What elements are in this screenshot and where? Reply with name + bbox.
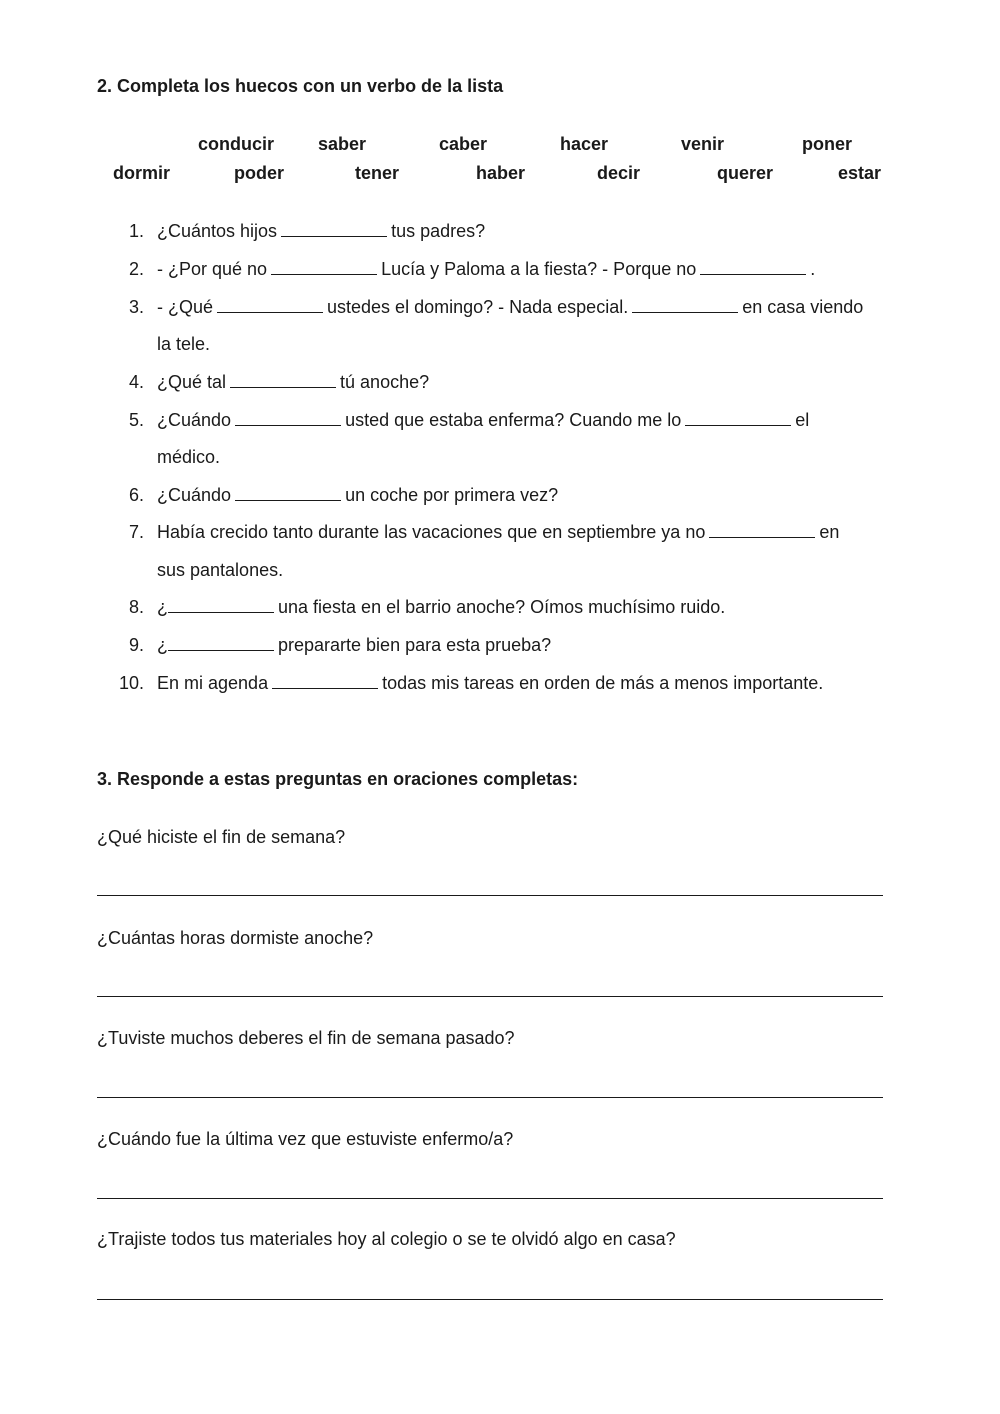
word-bank-item: dormir — [113, 163, 171, 183]
question-text: ¿Cuándo fue la última vez que estuviste enfermo/a? — [97, 1129, 514, 1149]
item-text: ustedes el domingo? - Nada especial. — [327, 297, 629, 317]
blank-field[interactable] — [168, 611, 274, 613]
word-bank-item: tener — [355, 163, 400, 183]
blank-field[interactable] — [168, 649, 274, 651]
item-number: 8. — [128, 597, 144, 617]
item-text: tú anoche? — [340, 372, 430, 392]
word-bank-item: poder — [234, 163, 285, 183]
word-bank-item: poner — [802, 134, 853, 154]
word-bank-item: haber — [476, 163, 526, 183]
item-number: 9. — [128, 635, 144, 655]
blank-field[interactable] — [235, 424, 341, 426]
section-2-title: 2. Completa los huecos con un verbo de la lista — [97, 76, 504, 96]
blank-field[interactable] — [685, 424, 791, 426]
question-text: ¿Qué hiciste el fin de semana? — [97, 827, 346, 847]
exercise-item — [157, 410, 809, 431]
answer-line[interactable] — [97, 1097, 883, 1098]
item-text: ¿Qué tal — [157, 372, 227, 392]
item-text: En mi agenda — [157, 673, 269, 693]
answer-line[interactable] — [97, 996, 883, 997]
blank-field[interactable] — [709, 536, 815, 538]
word-bank-item: decir — [597, 163, 641, 183]
item-text: ¿Cuándo — [157, 485, 232, 505]
item-text: tus padres? — [391, 221, 486, 241]
item-text: ¿Cuándo — [157, 410, 232, 430]
exercise-item — [157, 673, 823, 694]
word-bank-item: caber — [439, 134, 488, 154]
item-text: prepararte bien para esta prueba? — [278, 635, 552, 655]
blank-field[interactable] — [272, 687, 378, 689]
blank-field[interactable] — [632, 311, 738, 313]
item-text: - ¿Qué — [157, 297, 214, 317]
item-number: 5. — [128, 410, 144, 430]
item-continuation: sus pantalones. — [157, 560, 284, 580]
answer-line[interactable] — [97, 1198, 883, 1199]
blank-field[interactable] — [281, 235, 387, 237]
item-number: 10. — [118, 673, 144, 693]
item-number: 3. — [128, 297, 144, 317]
answer-line[interactable] — [97, 1299, 883, 1300]
blank-field[interactable] — [217, 311, 323, 313]
item-number: 6. — [128, 485, 144, 505]
blank-field[interactable] — [700, 273, 806, 275]
word-bank-item: venir — [681, 134, 725, 154]
item-number: 4. — [128, 372, 144, 392]
word-bank-item: conducir — [198, 134, 275, 154]
question-text: ¿Cuántas horas dormiste anoche? — [97, 928, 374, 948]
item-text: en casa viendo — [742, 297, 864, 317]
item-text: todas mis tareas en orden de más a menos importante. — [382, 673, 824, 693]
item-text: ¿ — [157, 635, 168, 655]
blank-field[interactable] — [271, 273, 377, 275]
item-number: 2. — [128, 259, 144, 279]
exercise-item — [157, 372, 429, 393]
item-text: el — [795, 410, 810, 430]
item-text: ¿ — [157, 597, 168, 617]
item-text: una fiesta en el barrio anoche? Oímos muchísimo ruido. — [278, 597, 726, 617]
exercise-item — [157, 597, 725, 618]
word-bank-item: querer — [717, 163, 774, 183]
item-text: un coche por primera vez? — [345, 485, 559, 505]
item-text: - ¿Por qué no — [157, 259, 268, 279]
word-bank-item: estar — [838, 163, 882, 183]
word-bank-item: hacer — [560, 134, 609, 154]
item-number: 1. — [128, 221, 144, 241]
exercise-item — [157, 221, 485, 242]
item-text: . — [810, 259, 816, 279]
section-3-title: 3. Responde a estas preguntas en oraciones completas: — [97, 769, 579, 789]
item-text: en — [819, 522, 840, 542]
item-text: Lucía y Paloma a la fiesta? - Porque no — [381, 259, 697, 279]
answer-line[interactable] — [97, 895, 883, 896]
exercise-item — [157, 259, 815, 280]
exercise-item — [157, 297, 863, 318]
blank-field[interactable] — [230, 386, 336, 388]
exercise-item — [157, 635, 551, 656]
item-text: usted que estaba enferma? Cuando me lo — [345, 410, 682, 430]
item-continuation: la tele. — [157, 334, 211, 354]
blank-field[interactable] — [235, 499, 341, 501]
exercise-item — [157, 522, 839, 543]
word-bank-item: saber — [318, 134, 367, 154]
question-text: ¿Tuviste muchos deberes el fin de semana pasado? — [97, 1028, 515, 1048]
question-text: ¿Trajiste todos tus materiales hoy al colegio o se te olvidó algo en casa? — [97, 1229, 676, 1249]
exercise-item — [157, 485, 558, 506]
item-number: 7. — [128, 522, 144, 542]
item-text: Había crecido tanto durante las vacaciones que en septiembre ya no — [157, 522, 706, 542]
item-continuation: médico. — [157, 447, 221, 467]
item-text: ¿Cuántos hijos — [157, 221, 278, 241]
